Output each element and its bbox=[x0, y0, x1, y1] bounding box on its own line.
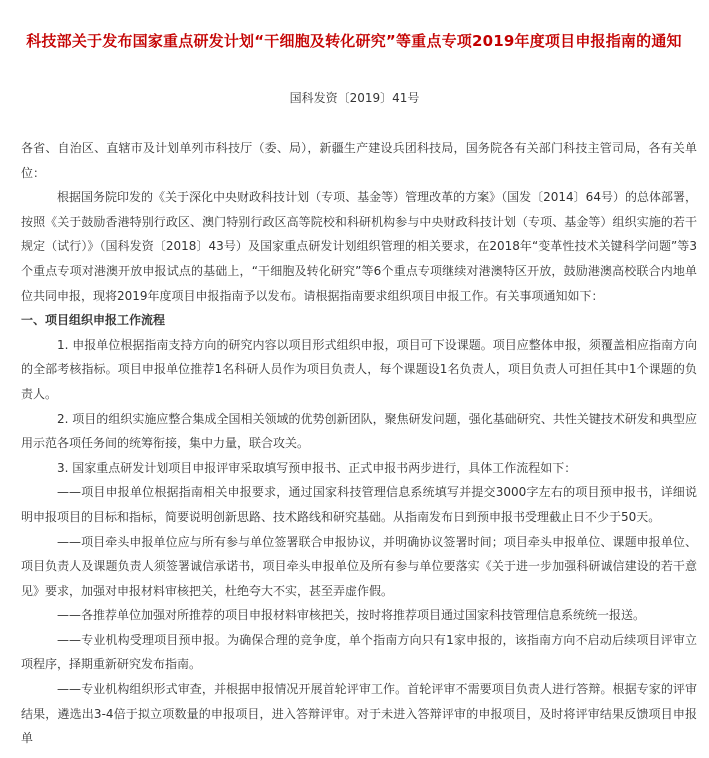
addressee-line: 各省、自治区、直辖市及计划单列市科技厅（委、局），新疆生产建设兵团科技局，国务院各有关部门科技主管司局，各有关单位： bbox=[21, 141, 697, 180]
list-item: ——项目牵头申报单位应与所有参与单位签署联合申报协议，并明确协议签署时间；项目牵头申报单位、课题申报单位、项目负责人及课题负责人须签署诚信承诺书，项目牵头申报单位及所有参与单位要落实《关于进一步加强科研诚信建设的若干意见》要求，加强对申报材料审核把关，杜绝夸大不实，甚至弄虚作假。 bbox=[21, 534, 697, 598]
list-item: 2. 项目的组织实施应整合集成全国相关领域的优势创新团队，聚焦研发问题，强化基础研究、共性关键技术研发和典型应用示范各项任务间的统筹衔接，集中力量，联合攻关。 bbox=[21, 411, 697, 451]
list-item: 1. 申报单位根据指南支持方向的研究内容以项目形式组织申报，项目可下设课题。项目应整体申报，须覆盖相应指南方向的全部考核指标。项目申报单位推荐1名科研人员作为项目负责人，每个课题设1名负责人，项目负责人可担任其中1个课题的负责人。 bbox=[21, 337, 697, 401]
document-body bbox=[21, 136, 697, 751]
list-item: ——专业机构受理项目预申报。为确保合理的竞争度，单个指南方向只有1家申报的，该指南方向不启动后续项目评审立项程序，择期重新研究发布指南。 bbox=[21, 632, 697, 672]
document-number: 国科发资〔2019〕41号 bbox=[289, 91, 420, 105]
intro-paragraph: 根据国务院印发的《关于深化中央财政科技计划（专项、基金等）管理改革的方案》（国发〔2014〕64号）的总体部署，按照《关于鼓励香港特别行政区、澳门特别行政区高等院校和科研机构参与中央财政科技计划（专项、基金等）组织实施的若干规定（试行）》（国科发资〔2018〕43号）及国家重点研发计划组织管理的相关要求，在2018年“变革性技术关键科学问题”等3个重点专项对港澳开放申报试点的基础上，“干细胞及转化研究”等6个重点专项继续对港澳特区开放，鼓励港澳高校联合内地单位共同申报，现将2019年度项目申报指南予以发布。请根据指南要求组织项目申报工作。有关事项通知如下： bbox=[21, 190, 697, 303]
list-item: ——各推荐单位加强对所推荐的项目申报材料审核把关，按时将推荐项目通过国家科技管理信息系统统一报送。 bbox=[57, 608, 646, 623]
list-item: 3. 国家重点研发计划项目申报评审采取填写预申报书、正式申报书两步进行，具体工作流程如下： bbox=[57, 460, 577, 475]
section-heading: 一、项目组织申报工作流程 bbox=[21, 313, 166, 328]
list-item: ——专业机构组织形式审查，并根据申报情况开展首轮评审工作。首轮评审不需要项目负责人进行答辩。根据专家的评审结果，遴选出3-4倍于拟立项数量的申报项目，进入答辩评审。对于未进入答辩评审的申报项目，及时将评审结果反馈项目申报单 bbox=[21, 682, 697, 746]
list-item: ——项目申报单位根据指南相关申报要求，通过国家科技管理信息系统填写并提交3000字左右的项目预申报书，详细说明申报项目的目标和指标，简要说明创新思路、技术路线和研究基础。从指南发布日到预申报书受理截止日不少于50天。 bbox=[21, 485, 697, 524]
document-title: 科技部关于发布国家重点研发计划“干细胞及转化研究”等重点专项2019年度项目申报指南的通知 bbox=[26, 32, 682, 50]
